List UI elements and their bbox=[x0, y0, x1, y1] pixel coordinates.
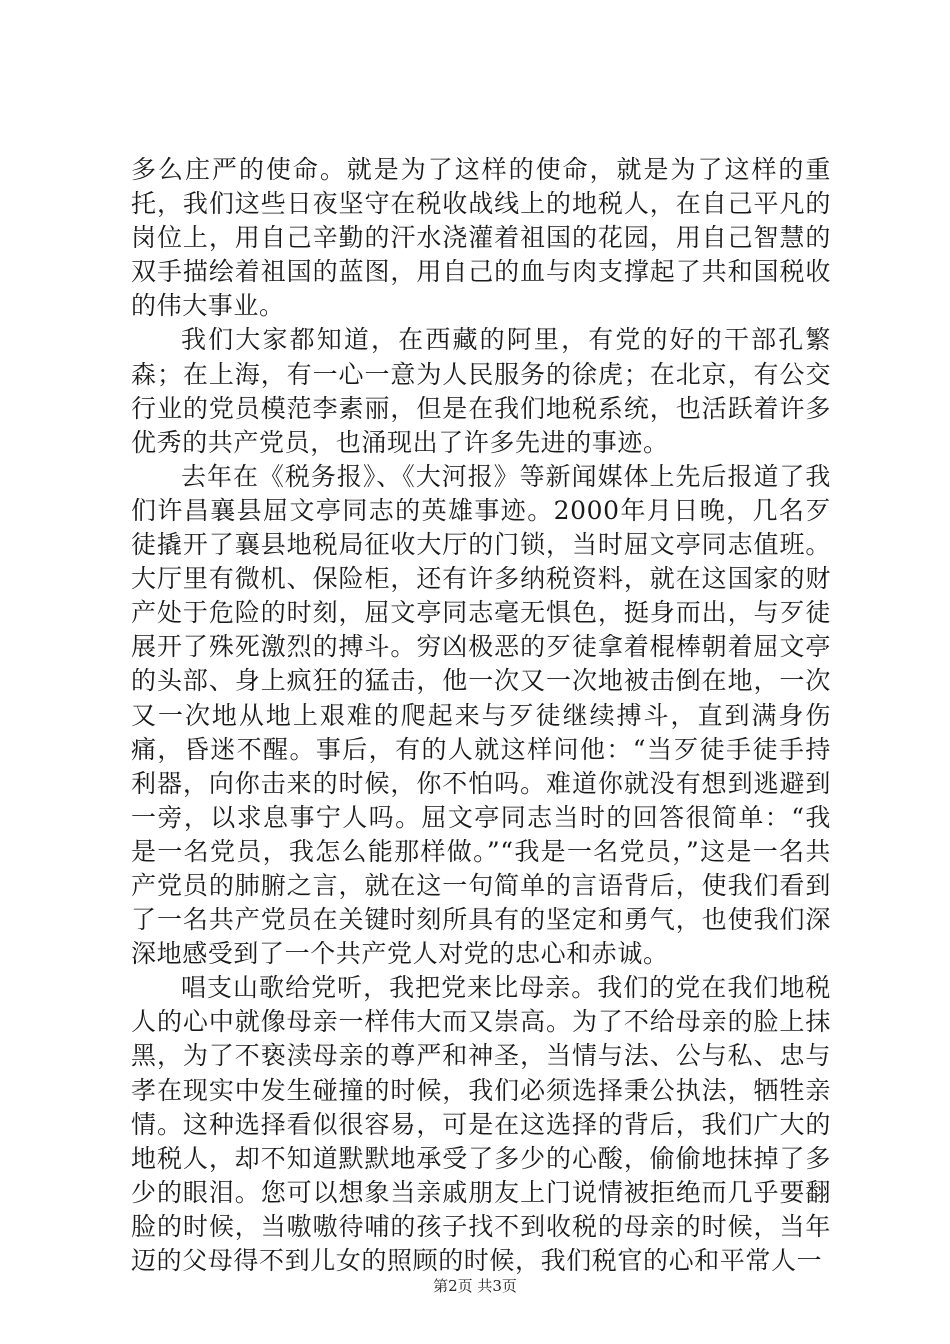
page-footer bbox=[0, 1275, 950, 1296]
paragraph-3: 去年在《税务报》、《大河报》等新闻媒体上先后报道了我们许昌襄县屈文亭同志的英雄事迹。2000年月日晚，几名歹徒撬开了襄县地税局征收大厅的门锁，当时屈文亭同志值班。大厅里有微机、保险柜，还有许多纳税资料，就在这国家的财产处于危险的时刻，屈文亭同志毫无惧色，挺身而出，与歹徒展开了殊死激烈的搏斗。穷凶极恶的歹徒拿着棍棒朝着屈文亭的头部、身上疯狂的猛击，他一次又一次地被击倒在地，一次又一次地从地上艰难的爬起来与歹徒继续搏斗，直到满身伤痛，昏迷不醒。事后，有的人就这样问他：“当歹徒手徒手持利器，向你击来的时候，你不怕吗。难道你就没有想到逃避到一旁，以求息事宁人吗。屈文亭同志当时的回答很简单：“我是一名党员，我怎么能那样做。”“我是一名党员，”这是一名共产党员的肺腑之言，就在这一句简单的言语背后，使我们看到了一名共产党员在关键时刻所具有的坚定和勇气，也使我们深深地感受到了一个共产党人对党的忠心和赤诚。 bbox=[131, 461, 831, 969]
paragraph-4: 唱支山歌给党听，我把党来比母亲。我们的党在我们地税人的心中就像母亲一样伟大而又崇高。为了不给母亲的脸上抹黑，为了不亵渎母亲的尊严和神圣，当情与法、公与私、忠与孝在现实中发生碰撞的时候，我们必须选择秉公执法，牺牲亲情。这种选择看似很容易，可是在这选择的背后，我们广大的地税人，却不知道默默地承受了多少的心酸，偷偷地抹掉了多少的眼泪。您可以想象当亲戚朋友上门说情被拒绝而几乎要翻脸的时候，当嗷嗷待哺的孩子找不到收税的母亲的时候，当年迈的父母得不到儿女的照顾的时候，我们税官的心和平常人一 bbox=[131, 973, 831, 1275]
body-text bbox=[131, 153, 831, 1278]
page-number-label: 第2页 共3页 bbox=[433, 1277, 517, 1295]
paragraph-1: 多么庄严的使命。就是为了这样的使命，就是为了这样的重托，我们这些日夜坚守在税收战线上的地税人，在自己平凡的岗位上，用自己辛勤的汗水浇灌着祖国的花园，用自己智慧的双手描绘着祖国的蓝图，用自己的血与肉支撑起了共和国税收的伟大事业。 bbox=[131, 155, 831, 321]
paragraph-2: 我们大家都知道，在西藏的阿里，有党的好的干部孔繁森；在上海，有一心一意为人民服务的徐虎；在北京，有公交行业的党员模范李素丽，但是在我们地税系统，也活跃着许多优秀的共产党员，也涌现出了许多先进的事迹。 bbox=[131, 325, 831, 457]
